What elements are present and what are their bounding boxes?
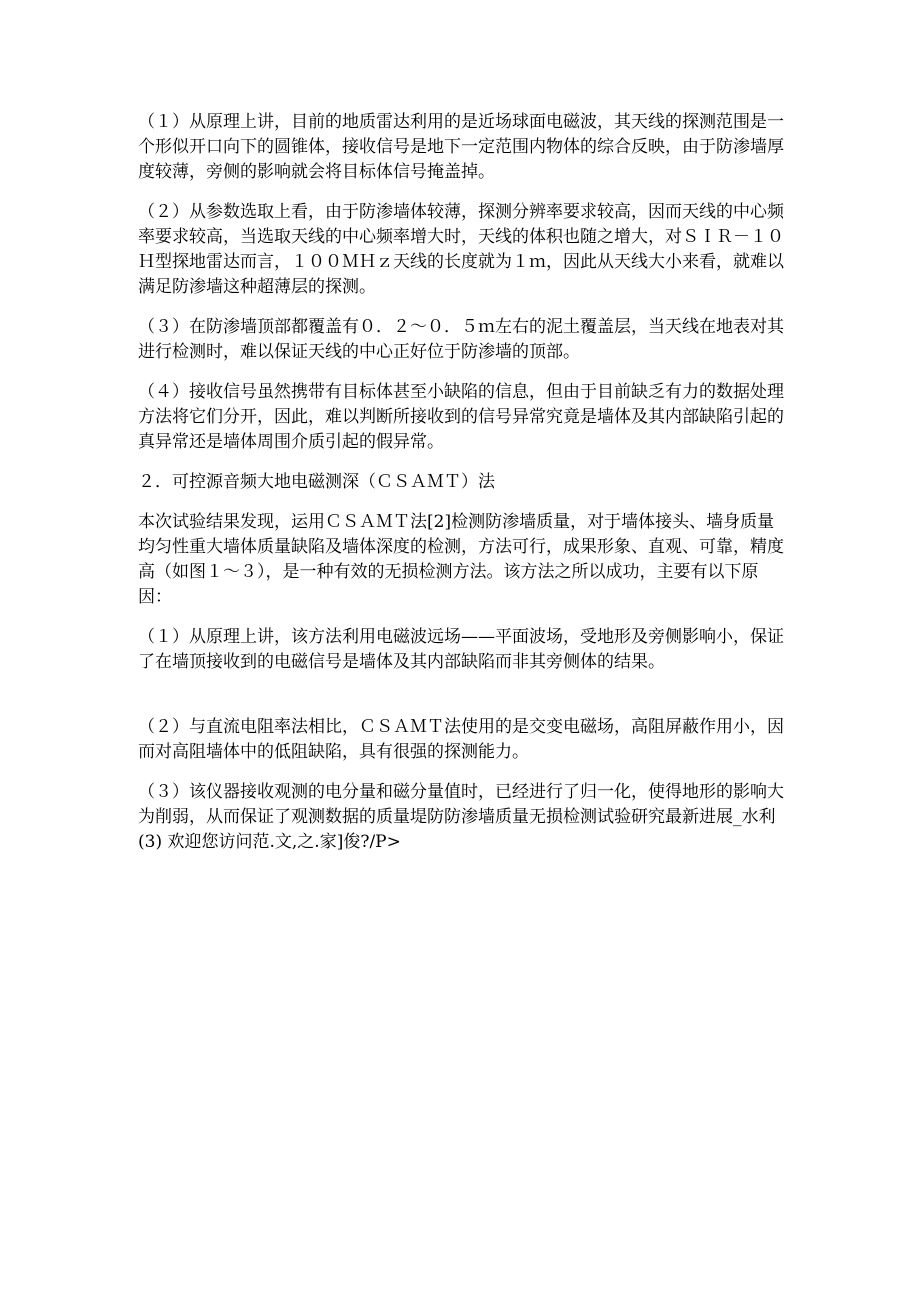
- paragraph-radar-overburden: （３）在防渗墙顶部都覆盖有０．２～０．５ｍ左右的泥土覆盖层，当天线在地表对其进行检测时，难以保证天线的中心正好位于防渗墙的顶部。: [138, 317, 784, 362]
- paragraph-csamt-principle: （１）从原理上讲，该方法利用电磁波远场——平面波场，受地形及旁侧影响小，保证了在墙顶接收到的电磁信号是墙体及其内部缺陷而非其旁侧体的结果。: [138, 627, 784, 672]
- document-body: [138, 110, 786, 870]
- paragraph-csamt-results: 本次试验结果发现，运用ＣＳＡＭＴ法[2]检测防渗墙质量，对于墙体接头、墙身质量均匀性重大墙体质量缺陷及墙体深度的检测，方法可行，成果形象、直观、可靠，精度高（如图１～３），是一种有效的无损检测方法。该方法之所以成功，主要有以下原因：: [138, 512, 784, 607]
- section-heading-csamt: ２．可控源音频大地电磁测深（ＣＳＡＭＴ）法: [138, 472, 495, 492]
- paragraph-radar-parameters: （２）从参数选取上看，由于防渗墙体较薄，探测分辨率要求较高，因而天线的中心频率要求较高，当选取天线的中心频率增大时，天线的体积也随之增大，对ＳＩＲ－１０Ｈ型探地雷达而言，１００ＭＨｚ天线的长度就为１ｍ，因此从天线大小来看，就难以满足防渗墙这种超薄层的探测。: [138, 202, 784, 297]
- paragraph-csamt-normalization: （３）该仪器接收观测的电分量和磁分量值时，已经进行了归一化，使得地形的影响大为削弱，从而保证了观测数据的质量堤防防渗墙质量无损检测试验研究最新进展_水利(3) 欢迎您访问范.文,之.家]俊?/P>: [138, 782, 784, 852]
- paragraph-radar-signal: （４）接收信号虽然携带有目标体甚至小缺陷的信息，但由于目前缺乏有力的数据处理方法将它们分开，因此，难以判断所接收到的信号异常究竟是墙体及其内部缺陷引起的真异常还是墙体周围介质引起的假异常。: [138, 382, 784, 452]
- paragraph-radar-principle: （１）从原理上讲，目前的地质雷达利用的是近场球面电磁波，其天线的探测范围是一个形似开口向下的圆锥体，接收信号是地下一定范围内物体的综合反映，由于防渗墙厚度较薄，旁侧的影响就会将目标体信号掩盖掉。: [138, 112, 784, 182]
- paragraph-csamt-comparison: （２）与直流电阻率法相比，ＣＳＡＭＴ法使用的是交变电磁场，高阻屏蔽作用小，因而对高阻墙体中的低阻缺陷，具有很强的探测能力。: [138, 717, 784, 762]
